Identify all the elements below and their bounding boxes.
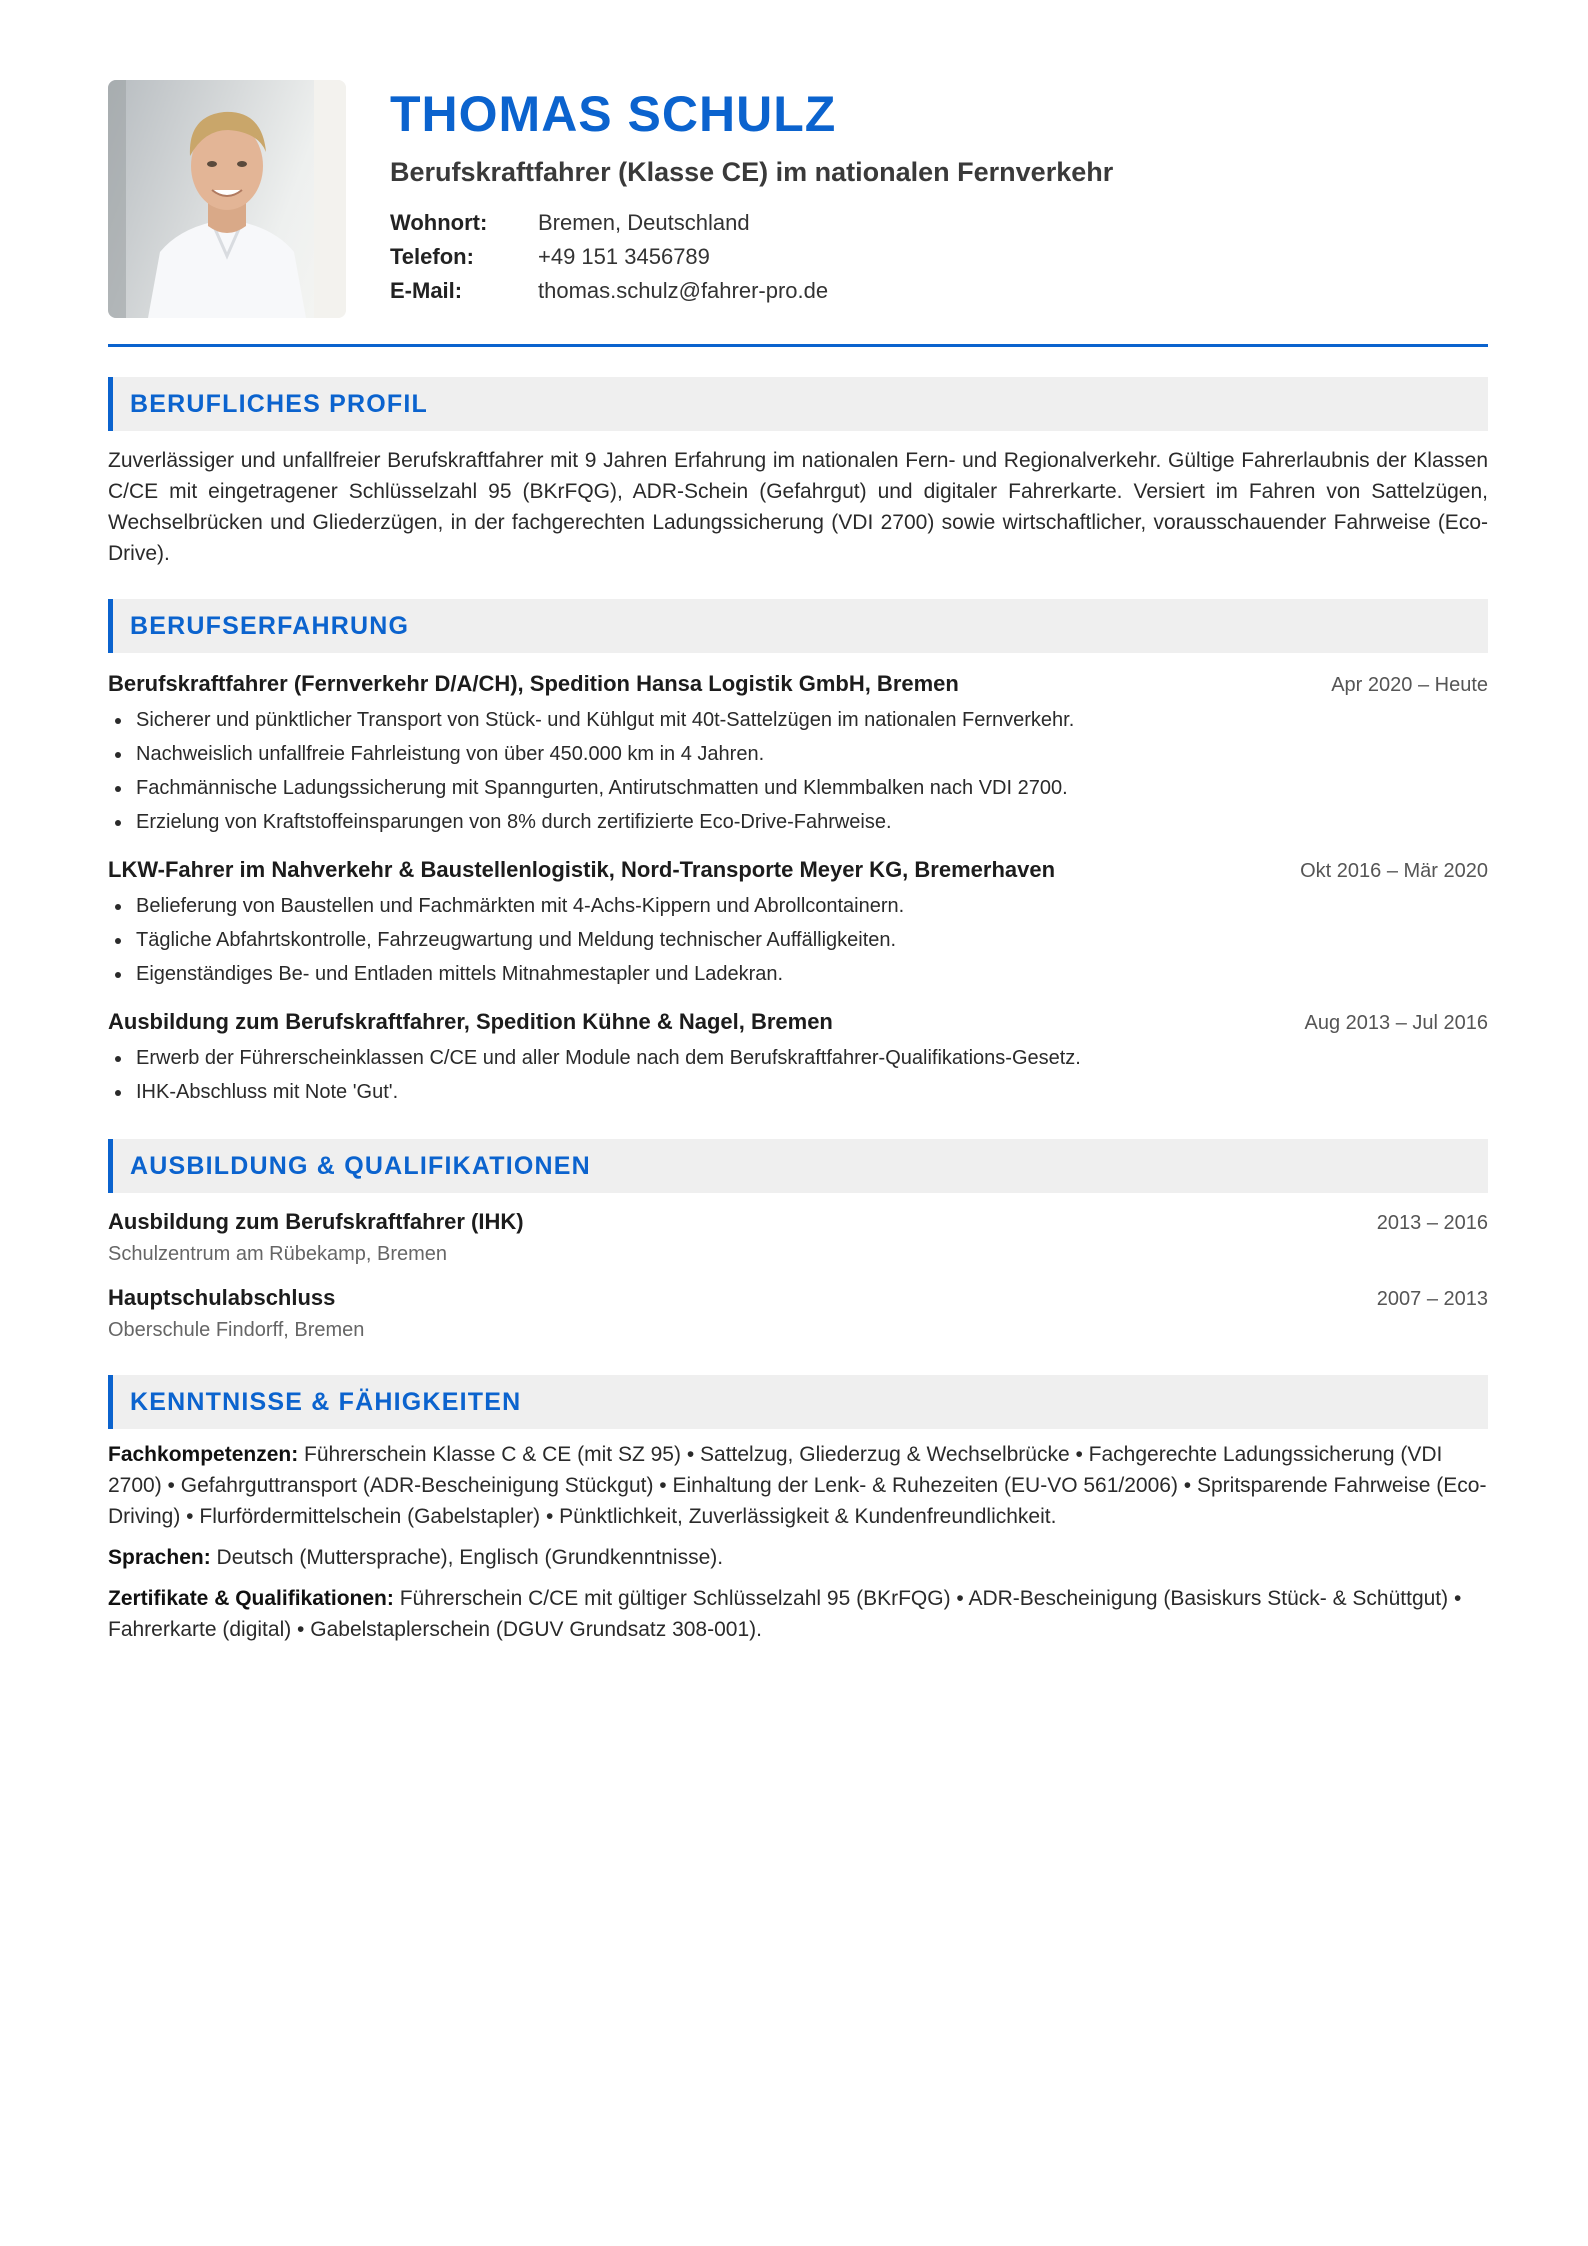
skills-group	[108, 1542, 1488, 1573]
section-header-profile	[108, 377, 1488, 431]
skills-group	[108, 1439, 1488, 1532]
contact-label: E-Mail:	[390, 278, 463, 303]
contact-value: +49 151 3456789	[538, 244, 710, 269]
section-title: AUSBILDUNG & QUALIFIKATIONEN	[130, 1151, 591, 1180]
job-date: Apr 2020 – Heute	[1331, 674, 1488, 696]
contact-label: Telefon:	[390, 244, 474, 269]
section-title: KENNTNISSE & FÄHIGKEITEN	[130, 1387, 522, 1416]
skills-text: Führerschein C/CE mit gültiger Schlüsselzahl 95 (BKrFQG) • ADR-Bescheinigung (Basiskurs Stück- & Schüttgut) • Fahrerkarte (digital) • Gabelstaplerschein (DGUV Grundsatz 308-001).	[108, 1587, 1462, 1641]
job-title: Berufskraftfahrer (Fernverkehr D/A/CH), Spedition Hansa Logistik GmbH, Bremen	[108, 671, 959, 696]
skills-text: Führerschein Klasse C & CE (mit SZ 95) • Sattelzug, Gliederzug & Wechselbrücke • Fachgerechte Ladungssicherung (VDI 2700) • Gefahrguttransport (ADR-Bescheinigung Stückgut) • Einhaltung der Lenk- & Ruhezeiten (EU-VO 561/2006) • Spritsparende Fahrweise (Eco-Driving) • Flurfördermittelschein (Gabelstapler) • Pünktlichkeit, Zuverlässigkeit & Kundenfreundlichkeit.	[108, 1443, 1487, 1528]
education-degree: Hauptschulabschluss	[108, 1285, 336, 1310]
job-bullet: Sicherer und pünktlicher Transport von Stück- und Kühlgut mit 40t-Sattelzügen im nationalen Fernverkehr.	[108, 703, 1488, 737]
job-bullet: Eigenständiges Be- und Entladen mittels Mitnahmestapler und Ladekran.	[108, 957, 1488, 991]
header-info	[390, 80, 1113, 308]
profile-summary: Zuverlässiger und unfallfreier Berufskraftfahrer mit 9 Jahren Erfahrung im nationalen Fern- und Regionalverkehr. Gültige Fahrerlaubnis der Klassen C/CE mit eingetragener Schlüsselzahl 95 (BKrFQG), ADR-Schein (Gefahrgut) und digitaler Fahrerkarte. Versiert im Fahren von Sattelzügen, Wechselbrücken und Gliederzügen, in der fachgerechten Ladungssicherung (VDI 2700) sowie wirtschaftlicher, vorausschauender Fahrweise (Eco-Drive).	[108, 449, 1488, 565]
job-entry	[108, 853, 1488, 991]
skills-label: Fachkompetenzen:	[108, 1443, 299, 1466]
job-bullet: Fachmännische Ladungssicherung mit Spanngurten, Antirutschmatten und Klemmbalken nach VDI 2700.	[108, 771, 1488, 805]
job-bullet: Belieferung von Baustellen und Fachmärkten mit 4-Achs-Kippern und Abrollcontainern.	[108, 889, 1488, 923]
education-entry	[108, 1281, 1488, 1345]
contact-value: thomas.schulz@fahrer-pro.de	[538, 278, 829, 303]
education-date: 2013 – 2016	[1376, 1212, 1488, 1234]
skills-group	[108, 1583, 1488, 1645]
education-header	[108, 1205, 1488, 1239]
education-date: 2007 – 2013	[1376, 1288, 1488, 1310]
skills-label: Zertifikate & Qualifikationen:	[108, 1587, 394, 1610]
contact-value: Bremen, Deutschland	[538, 210, 750, 235]
education-degree: Ausbildung zum Berufskraftfahrer (IHK)	[108, 1209, 524, 1234]
skills-text: Deutsch (Muttersprache), Englisch (Grundkenntnisse).	[210, 1546, 724, 1569]
contact-row-email	[390, 274, 1113, 308]
candidate-subtitle: Berufskraftfahrer (Klasse CE) im nationalen Fernverkehr	[390, 157, 1114, 187]
contact-label: Wohnort:	[390, 210, 488, 235]
resume-header	[108, 80, 1488, 318]
job-bullet: Nachweislich unfallfreie Fahrleistung von über 450.000 km in 4 Jahren.	[108, 737, 1488, 771]
job-header	[108, 853, 1488, 887]
education-entry	[108, 1205, 1488, 1269]
job-bullet: Tägliche Abfahrtskontrolle, Fahrzeugwartung und Meldung technischer Auffälligkeiten.	[108, 923, 1488, 957]
job-bullet: IHK-Abschluss mit Note 'Gut'.	[108, 1075, 1488, 1109]
profile-photo	[108, 80, 346, 318]
job-entry	[108, 1005, 1488, 1109]
section-title: BERUFLICHES PROFIL	[130, 389, 428, 418]
job-title: LKW-Fahrer im Nahverkehr & Baustellenlogistik, Nord-Transporte Meyer KG, Bremerhaven	[108, 857, 1056, 882]
job-bullet: Erwerb der Führerscheinklassen C/CE und aller Module nach dem Berufskraftfahrer-Qualifikations-Gesetz.	[108, 1041, 1488, 1075]
contact-row-phone	[390, 240, 1113, 274]
education-school: Schulzentrum am Rübekamp, Bremen	[108, 1243, 448, 1265]
section-header-experience	[108, 599, 1488, 653]
section-header-skills	[108, 1375, 1488, 1429]
job-bullets	[108, 703, 1488, 839]
section-header-education	[108, 1139, 1488, 1193]
contact-row-location	[390, 206, 1113, 240]
contact-list	[390, 206, 1113, 308]
job-bullets	[108, 889, 1488, 991]
job-header	[108, 1005, 1488, 1039]
job-title: Ausbildung zum Berufskraftfahrer, Spedition Kühne & Nagel, Bremen	[108, 1009, 833, 1034]
job-entry	[108, 667, 1488, 839]
resume-page	[108, 80, 1488, 1645]
education-header	[108, 1281, 1488, 1315]
job-bullets	[108, 1041, 1488, 1109]
job-date: Aug 2013 – Jul 2016	[1304, 1012, 1488, 1034]
skills-label: Sprachen:	[108, 1546, 211, 1569]
job-date: Okt 2016 – Mär 2020	[1300, 860, 1488, 882]
job-bullet: Erzielung von Kraftstoffeinsparungen von 8% durch zertifizierte Eco-Drive-Fahrweise.	[108, 805, 1488, 839]
education-school: Oberschule Findorff, Bremen	[108, 1319, 365, 1341]
header-divider	[108, 344, 1488, 347]
section-title: BERUFSERFAHRUNG	[130, 611, 410, 640]
job-header	[108, 667, 1488, 701]
candidate-name: THOMAS SCHULZ	[390, 86, 837, 142]
